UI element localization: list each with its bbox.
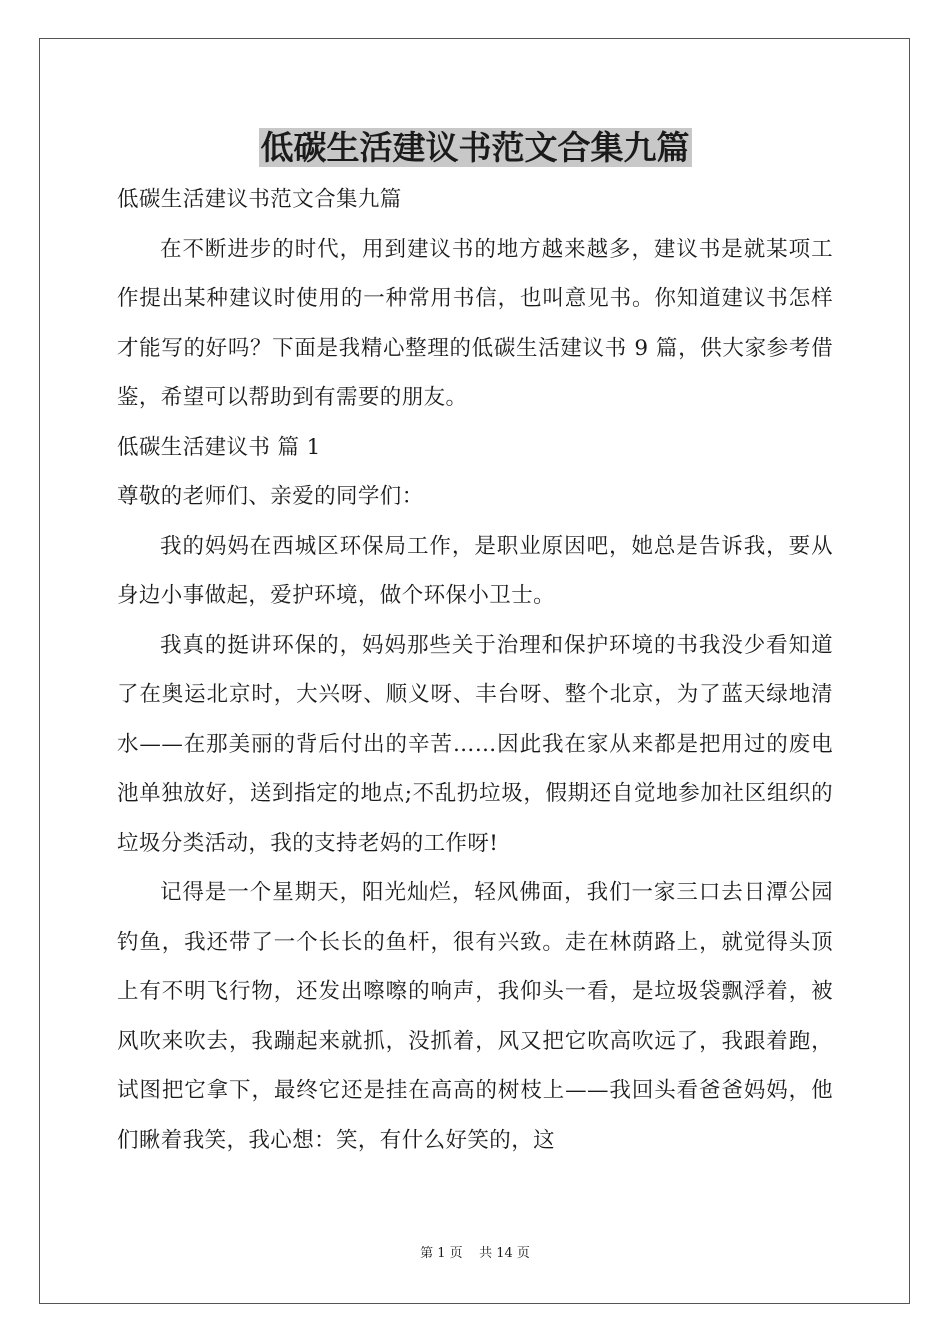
paragraph-6: 记得是一个星期天，阳光灿烂，轻风佛面，我们一家三口去日潭公园钓鱼，我还带了一个长长的鱼杆，很有兴致。走在林荫路上，就觉得头顶上有不明飞行物，还发出嚓嚓的响声，我仰头一看，是垃圾袋飘浮着，被风吹来吹去，我蹦起来就抓，没抓着，风又把它吹高吹远了，我跟着跑，试图把它拿下，最终它还是挂在高高的树枝上——我回头看爸爸妈妈，他们瞅着我笑，我心想：笑，有什么好笑的，这 (117, 880, 833, 1153)
paragraph-2: 低碳生活建议书 篇 1 (117, 434, 321, 460)
paragraph-0: 低碳生活建议书范文合集九篇 (117, 187, 402, 212)
document-title (0, 124, 950, 172)
paragraph-4: 我的妈妈在西城区环保局工作，是职业原因吧，她总是告诉我，要从身边小事做起，爱护环境，做个环保小卫士。 (117, 533, 833, 608)
document-body (117, 175, 833, 1165)
paragraph-5: 我真的挺讲环保的，妈妈那些关于治理和保护环境的书我没少看知道了在奥运北京时，大兴呀、顺义呀、丰台呀、整个北京，为了蓝天绿地清水——在那美丽的背后付出的辛苦……因此我在家从来都是把用过的废电池单独放好，送到指定的地点;不乱扔垃圾，假期还自觉地参加社区组织的垃圾分类活动，我的支持老妈的工作呀! (117, 632, 833, 856)
paragraph-3: 尊敬的老师们、亲爱的同学们： (117, 484, 424, 509)
document-title-text: 低碳生活建议书范文合集九篇 (260, 128, 690, 167)
page-number-label: 第 1 页 共 14 页 (420, 1246, 530, 1261)
paragraph-1: 在不断进步的时代，用到建议书的地方越来越多，建议书是就某项工作提出某种建议时使用的一种常用书信，也叫意见书。你知道建议书怎样才能写的好吗？下面是我精心整理的低碳生活建议书 9 篇，供大家参考借鉴，希望可以帮助到有需要的朋友。 (117, 236, 833, 410)
page-footer (0, 1244, 950, 1264)
